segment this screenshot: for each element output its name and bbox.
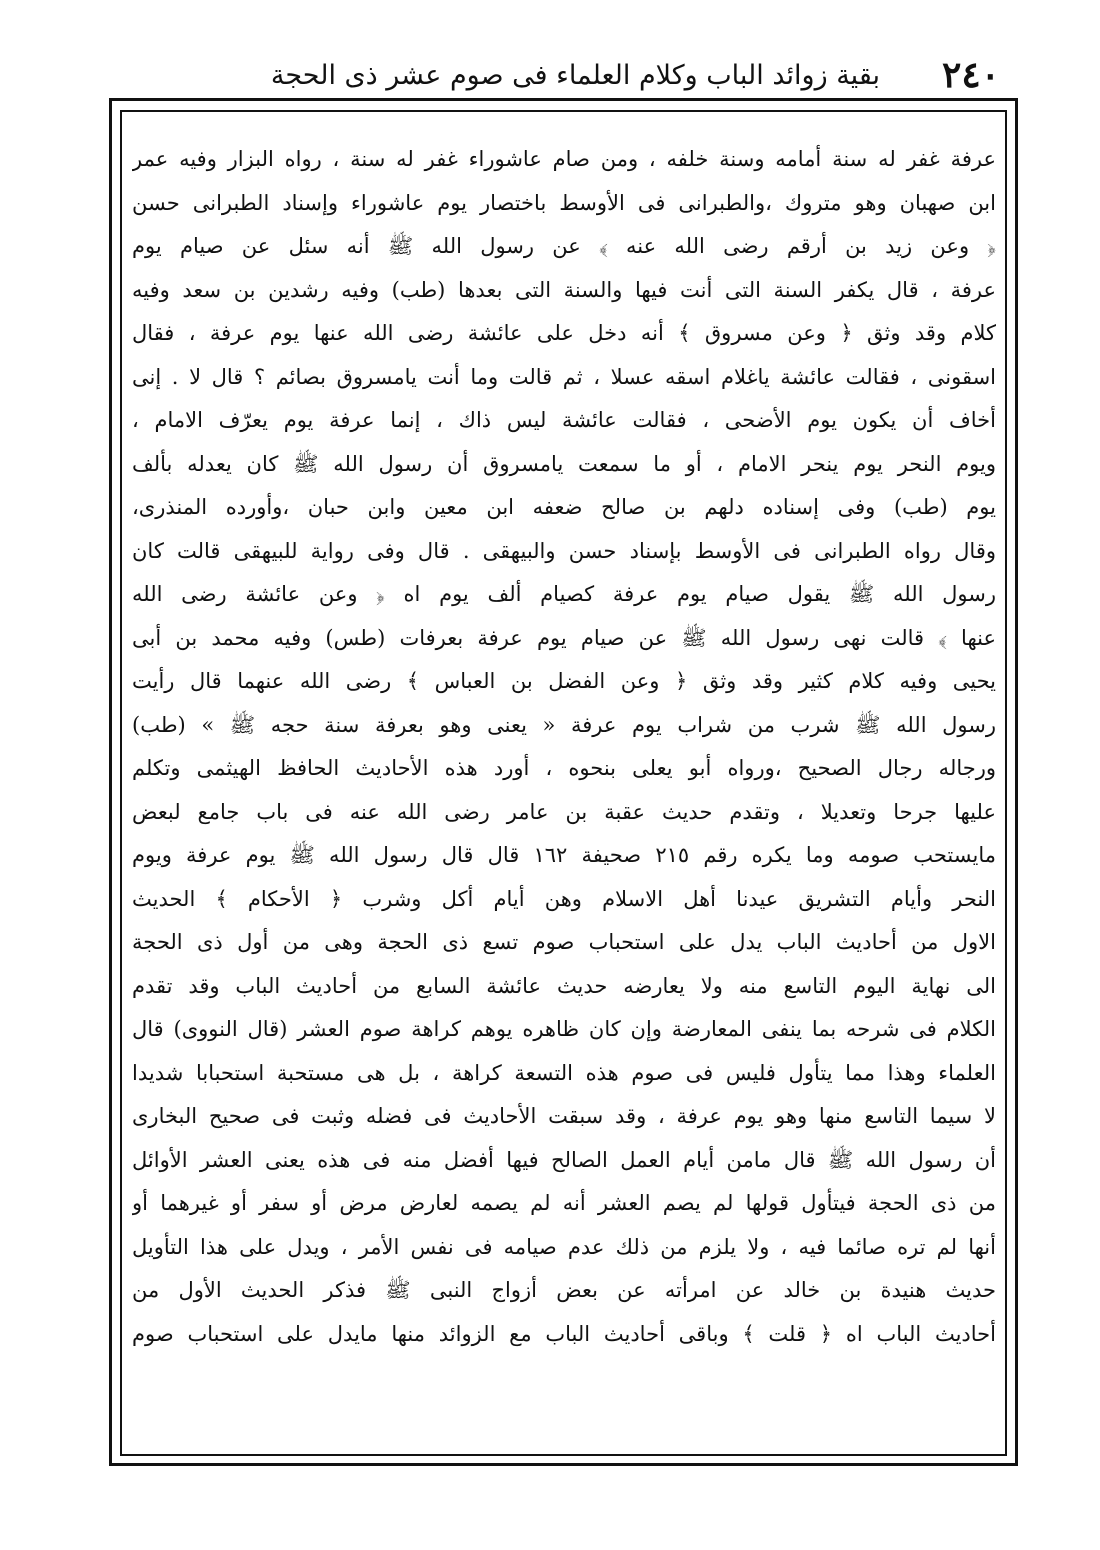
text-line: حديث هنيدة بن خالد عن امرأته عن بعض أزواج النبى ﷺ فذكر الحديث الأول من (132, 1278, 996, 1302)
text-line: رسول الله ﷺ شرب من شراب يوم عرفة « يعنى وهو بعرفة سنة حجه ﷺ » (طب) (132, 712, 996, 737)
text-line: الكلام فى شرحه بما ينفى المعارضة وإن كان ظاهره يوهم كراهة صوم العشر (قال النووى) قال (132, 1017, 996, 1041)
text-line: مايستحب صومه وما يكره رقم ٢١٥ صحيفة ١٦٢ قال قال رسول الله ﷺ يوم عرفة ويوم (132, 843, 996, 867)
text-line: وقال رواه الطبرانى فى الأوسط بإسناد حسن والبيهقى . قال وفى رواية للبيهقى قالت كان (132, 538, 996, 563)
text-line: رسول الله ﷺ يقول صيام يوم عرفة كصيام ألف يوم اه ﴿ وعن عائشة رضى الله (132, 582, 996, 606)
text-line: عرفة غفر له سنة أمامه وسنة خلفه ، ومن صام عاشوراء غفر له سنة ، رواه البزار وفيه عمر (132, 147, 996, 171)
page-number: ٢٤٠ (941, 54, 1000, 96)
text-line: ورجاله رجال الصحيح ،ورواه أبو يعلى بنحوه ، أورد هذه الأحاديث الحافظ الهيثمى وتكلم (132, 756, 996, 780)
text-line: عليها جرحا وتعديلا ، وتقدم حديث عقبة بن عامر رضى الله عنه فى باب جامع لبعض (132, 799, 996, 824)
text-line: ويوم النحر يوم ينحر الامام ، أو ما سمعت يامسروق أن رسول الله ﷺ كان يعدله بألف (132, 451, 996, 476)
text-line: كلام وقد وثق ﴿ وعن مسروق ﴾ أنه دخل على عائشة رضى الله عنها يوم عرفة ، فقال (132, 321, 996, 345)
text-line: لا سيما التاسع منها وهو يوم عرفة ، وقد سبقت الأحاديث فى فضله وثبت فى صحيح البخارى (132, 1104, 996, 1128)
text-line: اسقونى ، فقالت عائشة ياغلام اسقه عسلا ، ثم قالت وما أنت يامسروق بصائم ؟ قال لا . إنى (132, 364, 996, 389)
text-line: الاول من أحاديث الباب يدل على استحباب صوم تسع ذى الحجة وهى من أول ذى الحجة (132, 930, 996, 954)
text-line: أخاف أن يكون يوم الأضحى ، فقالت عائشة ليس ذاك ، إنما عرفة يوم يعرّف الامام ، (132, 408, 996, 432)
page-header (190, 52, 1000, 98)
text-line: ﴿ وعن زيد بن أرقم رضى الله عنه ﴾ عن رسول الله ﷺ أنه سئل عن صيام يوم (132, 234, 996, 258)
running-title: بقية زوائد الباب وكلام العلماء فى صوم عشر ذى الحجة (270, 60, 880, 91)
text-line: الى نهاية اليوم التاسع منه ولا يعارضه حديث عائشة السابع من أحاديث الباب وقد تقدم (132, 973, 996, 998)
text-line: النحر وأيام التشريق عيدنا أهل الاسلام وهن أيام أكل وشرب ﴿ الأحكام ﴾ الحديث (132, 886, 996, 911)
text-line: عرفة ، قال يكفر السنة التى أنت فيها والسنة التى بعدها (طب) وفيه رشدين بن سعد وفيه (132, 277, 996, 302)
body-text (132, 138, 996, 1356)
text-line: يحيى وفيه كلام كثير وقد وثق ﴿ وعن الفضل بن العباس ﴾ رضى الله عنهما قال رأيت (132, 669, 996, 693)
text-line: عنها ﴾ قالت نهى رسول الله ﷺ عن صيام يوم عرفة بعرفات (طس) وفيه محمد بن أبى (132, 625, 996, 650)
text-line: ابن صهبان وهو متروك ،والطبرانى فى الأوسط باختصار يوم عاشوراء وإسناد الطبرانى حسن (132, 190, 996, 215)
text-line: يوم (طب) وفى إسناده دلهم بن صالح ضعفه ابن معين وابن حبان ،وأورده المنذرى، (132, 495, 996, 519)
text-line: أحاديث الباب اه ﴿ قلت ﴾ وباقى أحاديث الباب مع الزوائد منها مايدل على استحباب صوم (132, 1321, 996, 1346)
text-line: العلماء وهذا مما يتأول فليس فى صوم هذه التسعة كراهة ، بل هى مستحبة استحبابا شديدا (132, 1060, 996, 1085)
text-line: من ذى الحجة فيتأول قولها لم يصم العشر أنه لم يصمه لعارض مرض أو سفر أو غيرهما أو (132, 1191, 996, 1215)
text-line: أنها لم تره صائما فيه ، ولا يلزم من ذلك عدم صيامه فى نفس الأمر ، ويدل على هذا التأويل (132, 1234, 996, 1259)
text-line: أن رسول الله ﷺ قال مامن أيام العمل الصالح فيها أفضل منه فى هذه يعنى العشر الأوائل (132, 1147, 996, 1172)
